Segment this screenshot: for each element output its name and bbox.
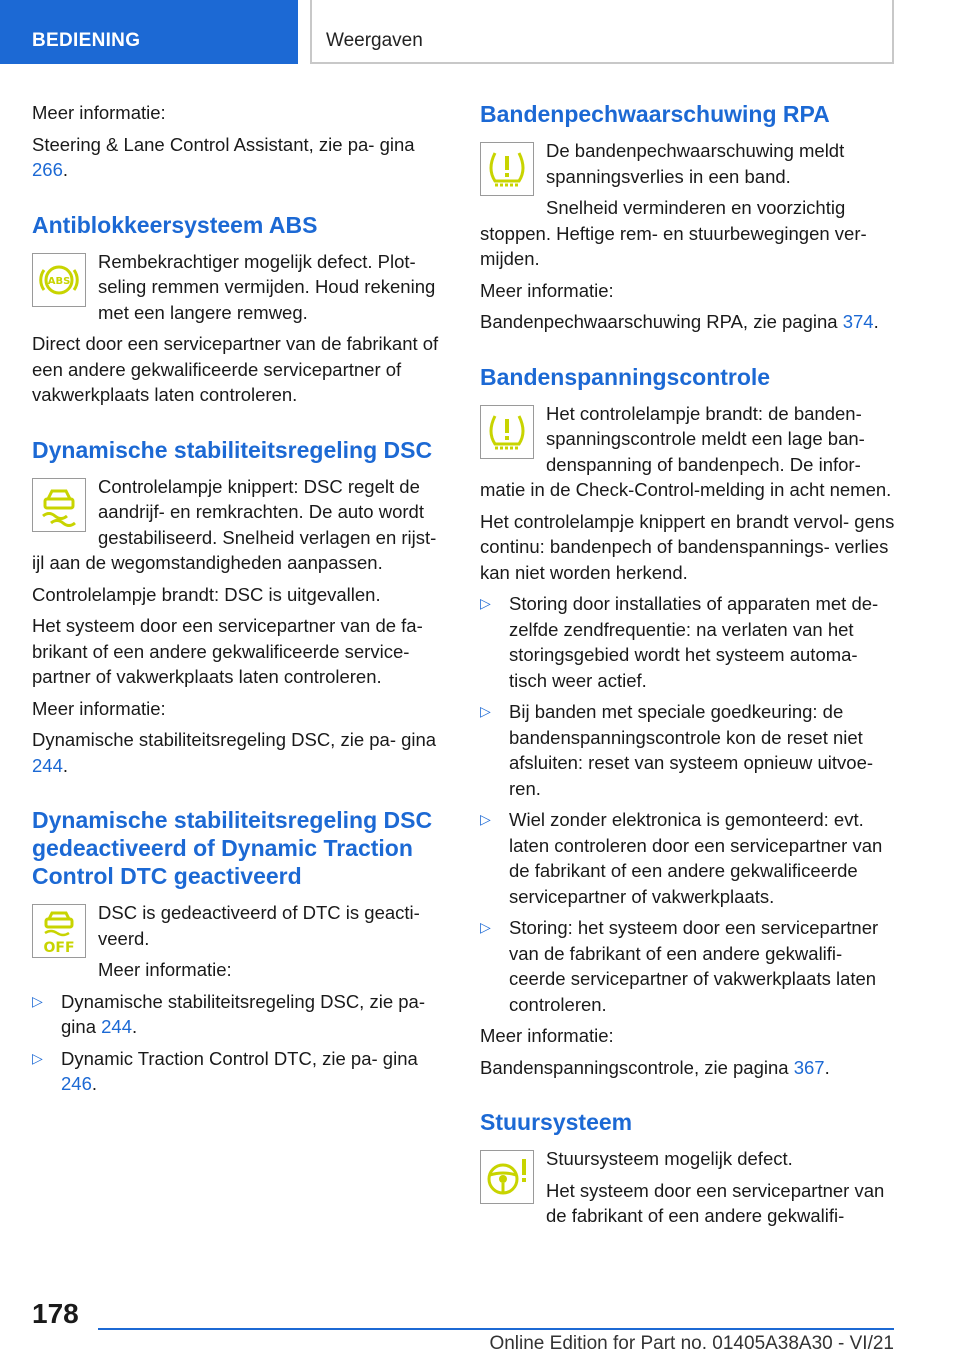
dsc-off-block — [32, 900, 450, 989]
dsc-ref-paragraph: Dynamische stabiliteitsregeling DSC, zie pa‐ gina 244. — [32, 729, 437, 776]
triangle-bullet-icon: ▷ — [32, 992, 43, 1009]
tire-pressure-ref-paragraph: Bandenspanningscontrole, zie pagina 367. — [480, 1056, 830, 1078]
tire-pressure-warning-icon — [480, 142, 534, 196]
rpa-ref-paragraph: Bandenpechwaarschuwing RPA, zie pagina 374. — [480, 311, 879, 332]
list-item: ▷ Storing: het systeem door een servicepartner van de fabrikant of een andere gekwalifi‐ ceerde servicepartner of vakwerkplaats laten controleren. — [480, 917, 879, 1015]
dsc-text: Controlelampje knippert: DSC regelt de aandrijf- en remkrachten. De auto wordt gestabiliseerd. Snelheid verlagen en rijst‐ ijl aan de wegomstandigheden aanpassen. — [32, 475, 437, 573]
footer-edition: Online Edition for Part no. 01405A38A30 - VI/21 — [489, 1333, 894, 1354]
dsc-off-icon — [32, 904, 86, 958]
triangle-bullet-icon: ▷ — [480, 703, 491, 719]
list-item: ▷ Storing door installaties of apparaten met de‐ zelfde zendfrequentie: na verlaten van het storingsgebied wordt het systeem automa‐ tisch weer actief. — [480, 593, 879, 691]
abs-block — [32, 249, 450, 332]
dsc-off-more-info: Meer informatie: — [98, 959, 232, 980]
right-column — [480, 100, 898, 1235]
tire-pressure-bullet-list — [480, 591, 898, 1017]
dsc-failed-paragraph: Controlelampje brandt: DSC is uitgevallen. — [32, 583, 381, 605]
tire-pressure-text: Het controlelampje brandt: de banden‐ spanningscontrole meldt een lage ban‐ denspanning of bandenpech. De infor‐ matie in de Check-Control-melding in acht nemen. — [480, 402, 892, 500]
header-section-label: BEDIENING — [32, 30, 141, 51]
header-subsection-tab — [310, 0, 894, 64]
page-number: 178 — [32, 1298, 79, 1329]
rpa-more-info: Meer informatie: — [480, 279, 614, 301]
steering-ref-paragraph: Steering & Lane Control Assistant, zie pa‐ gina 266. — [32, 133, 415, 180]
dsc-icon — [32, 478, 86, 532]
page-link-374[interactable]: 374 — [842, 311, 874, 332]
triangle-bullet-icon: ▷ — [480, 595, 491, 611]
tire-pressure-control-icon — [480, 405, 534, 459]
left-column — [32, 100, 450, 1103]
triangle-bullet-icon: ▷ — [32, 1049, 43, 1066]
list-item: ▷ Bij banden met speciale goedkeuring: de bandenspanningscontrole kon de reset niet afsluiten: reset van systeem opnieuw uitvoe‐ ren. — [480, 701, 874, 799]
tire-pressure-block — [480, 401, 898, 509]
rpa-block — [480, 138, 898, 278]
rpa-text-2: Snelheid verminderen en voorzichtig stoppen. Heftige rem- en stuurbewegingen ver‐ mijden. — [480, 197, 867, 269]
steering-text-2: Het systeem door een servicepartner van de fabrikant of een andere gekwalifi‐ — [546, 1179, 885, 1226]
tire-pressure-heading: Bandenspanningscontrole — [480, 363, 771, 390]
dsc-block — [32, 474, 450, 582]
abs-text: Rembekrachtiger mogelijk defect. Plot‐ seling remmen vermijden. Houd rekening met een langere remweg. — [98, 250, 436, 323]
abs-service-paragraph: Direct door een servicepartner van de fabrikant of een andere gekwalificeerde servicepartner of vakwerkplaats laten controleren. — [32, 333, 439, 405]
page-link-244[interactable]: 244 — [101, 1016, 132, 1037]
page-link-244[interactable]: 244 — [32, 754, 63, 776]
footer-divider — [98, 1328, 894, 1330]
page-link-266[interactable]: 266 — [32, 159, 63, 180]
triangle-bullet-icon: ▷ — [480, 811, 491, 827]
svg-text:ABS: ABS — [47, 275, 71, 287]
triangle-bullet-icon: ▷ — [480, 919, 491, 935]
dsc-off-bullet-list — [32, 989, 450, 1097]
rpa-text: De bandenpechwaarschuwing meldt spanningsverlies in een band. — [546, 140, 845, 187]
steering-heading: Stuursysteem — [480, 1109, 633, 1135]
abs-warning-icon — [32, 253, 86, 307]
dsc-off-heading: Dynamische stabiliteitsregeling DSC gedeactiveerd of Dynamic Traction Control DTC geactiveerd — [32, 807, 433, 889]
svg-text:OFF: OFF — [43, 940, 75, 956]
list-item: ▷ Dynamic Traction Control DTC, zie pa‐ gina 246. — [32, 1047, 418, 1094]
steering-text: Stuursysteem mogelijk defect. — [546, 1148, 793, 1169]
page-link-367[interactable]: 367 — [793, 1056, 825, 1078]
tire-pressure-more-info: Meer informatie: — [480, 1025, 614, 1046]
dsc-service-paragraph: Het systeem door een servicepartner van de fa‐ brikant of een andere gekwalificeerde service‐ partner of vakwerkplaats laten controleren. — [32, 615, 423, 687]
more-info-label: Meer informatie: — [32, 102, 166, 123]
page-link-246[interactable]: 246 — [61, 1073, 92, 1094]
dsc-heading: Dynamische stabiliteitsregeling DSC — [32, 436, 433, 463]
steering-block — [480, 1146, 898, 1235]
header-subsection-label: Weergaven — [326, 30, 423, 51]
list-item: ▷ Wiel zonder elektronica is gemonteerd: evt. laten controleren door een servicepartner van de fabrikant of een andere gekwalificeerde servicepartner of vakwerkplaats. — [480, 809, 883, 907]
tire-pressure-blink-paragraph: Het controlelampje knippert en brandt vervol‐ gens continu: bandenpech of bandenspannings‐ verlies kan niet worden herkend. — [480, 510, 895, 583]
list-item: ▷ Dynamische stabiliteitsregeling DSC, zie pa‐ gina 244. — [32, 990, 425, 1037]
dsc-off-text: DSC is gedeactiveerd of DTC is geacti‐ veerd. — [98, 902, 420, 949]
rpa-heading: Bandenpechwaarschuwing RPA — [480, 101, 830, 127]
dsc-more-info-label: Meer informatie: — [32, 697, 166, 719]
abs-heading: Antiblokkeersysteem ABS — [32, 211, 318, 238]
steering-warning-icon — [480, 1150, 534, 1204]
header-section-tab — [0, 0, 298, 64]
